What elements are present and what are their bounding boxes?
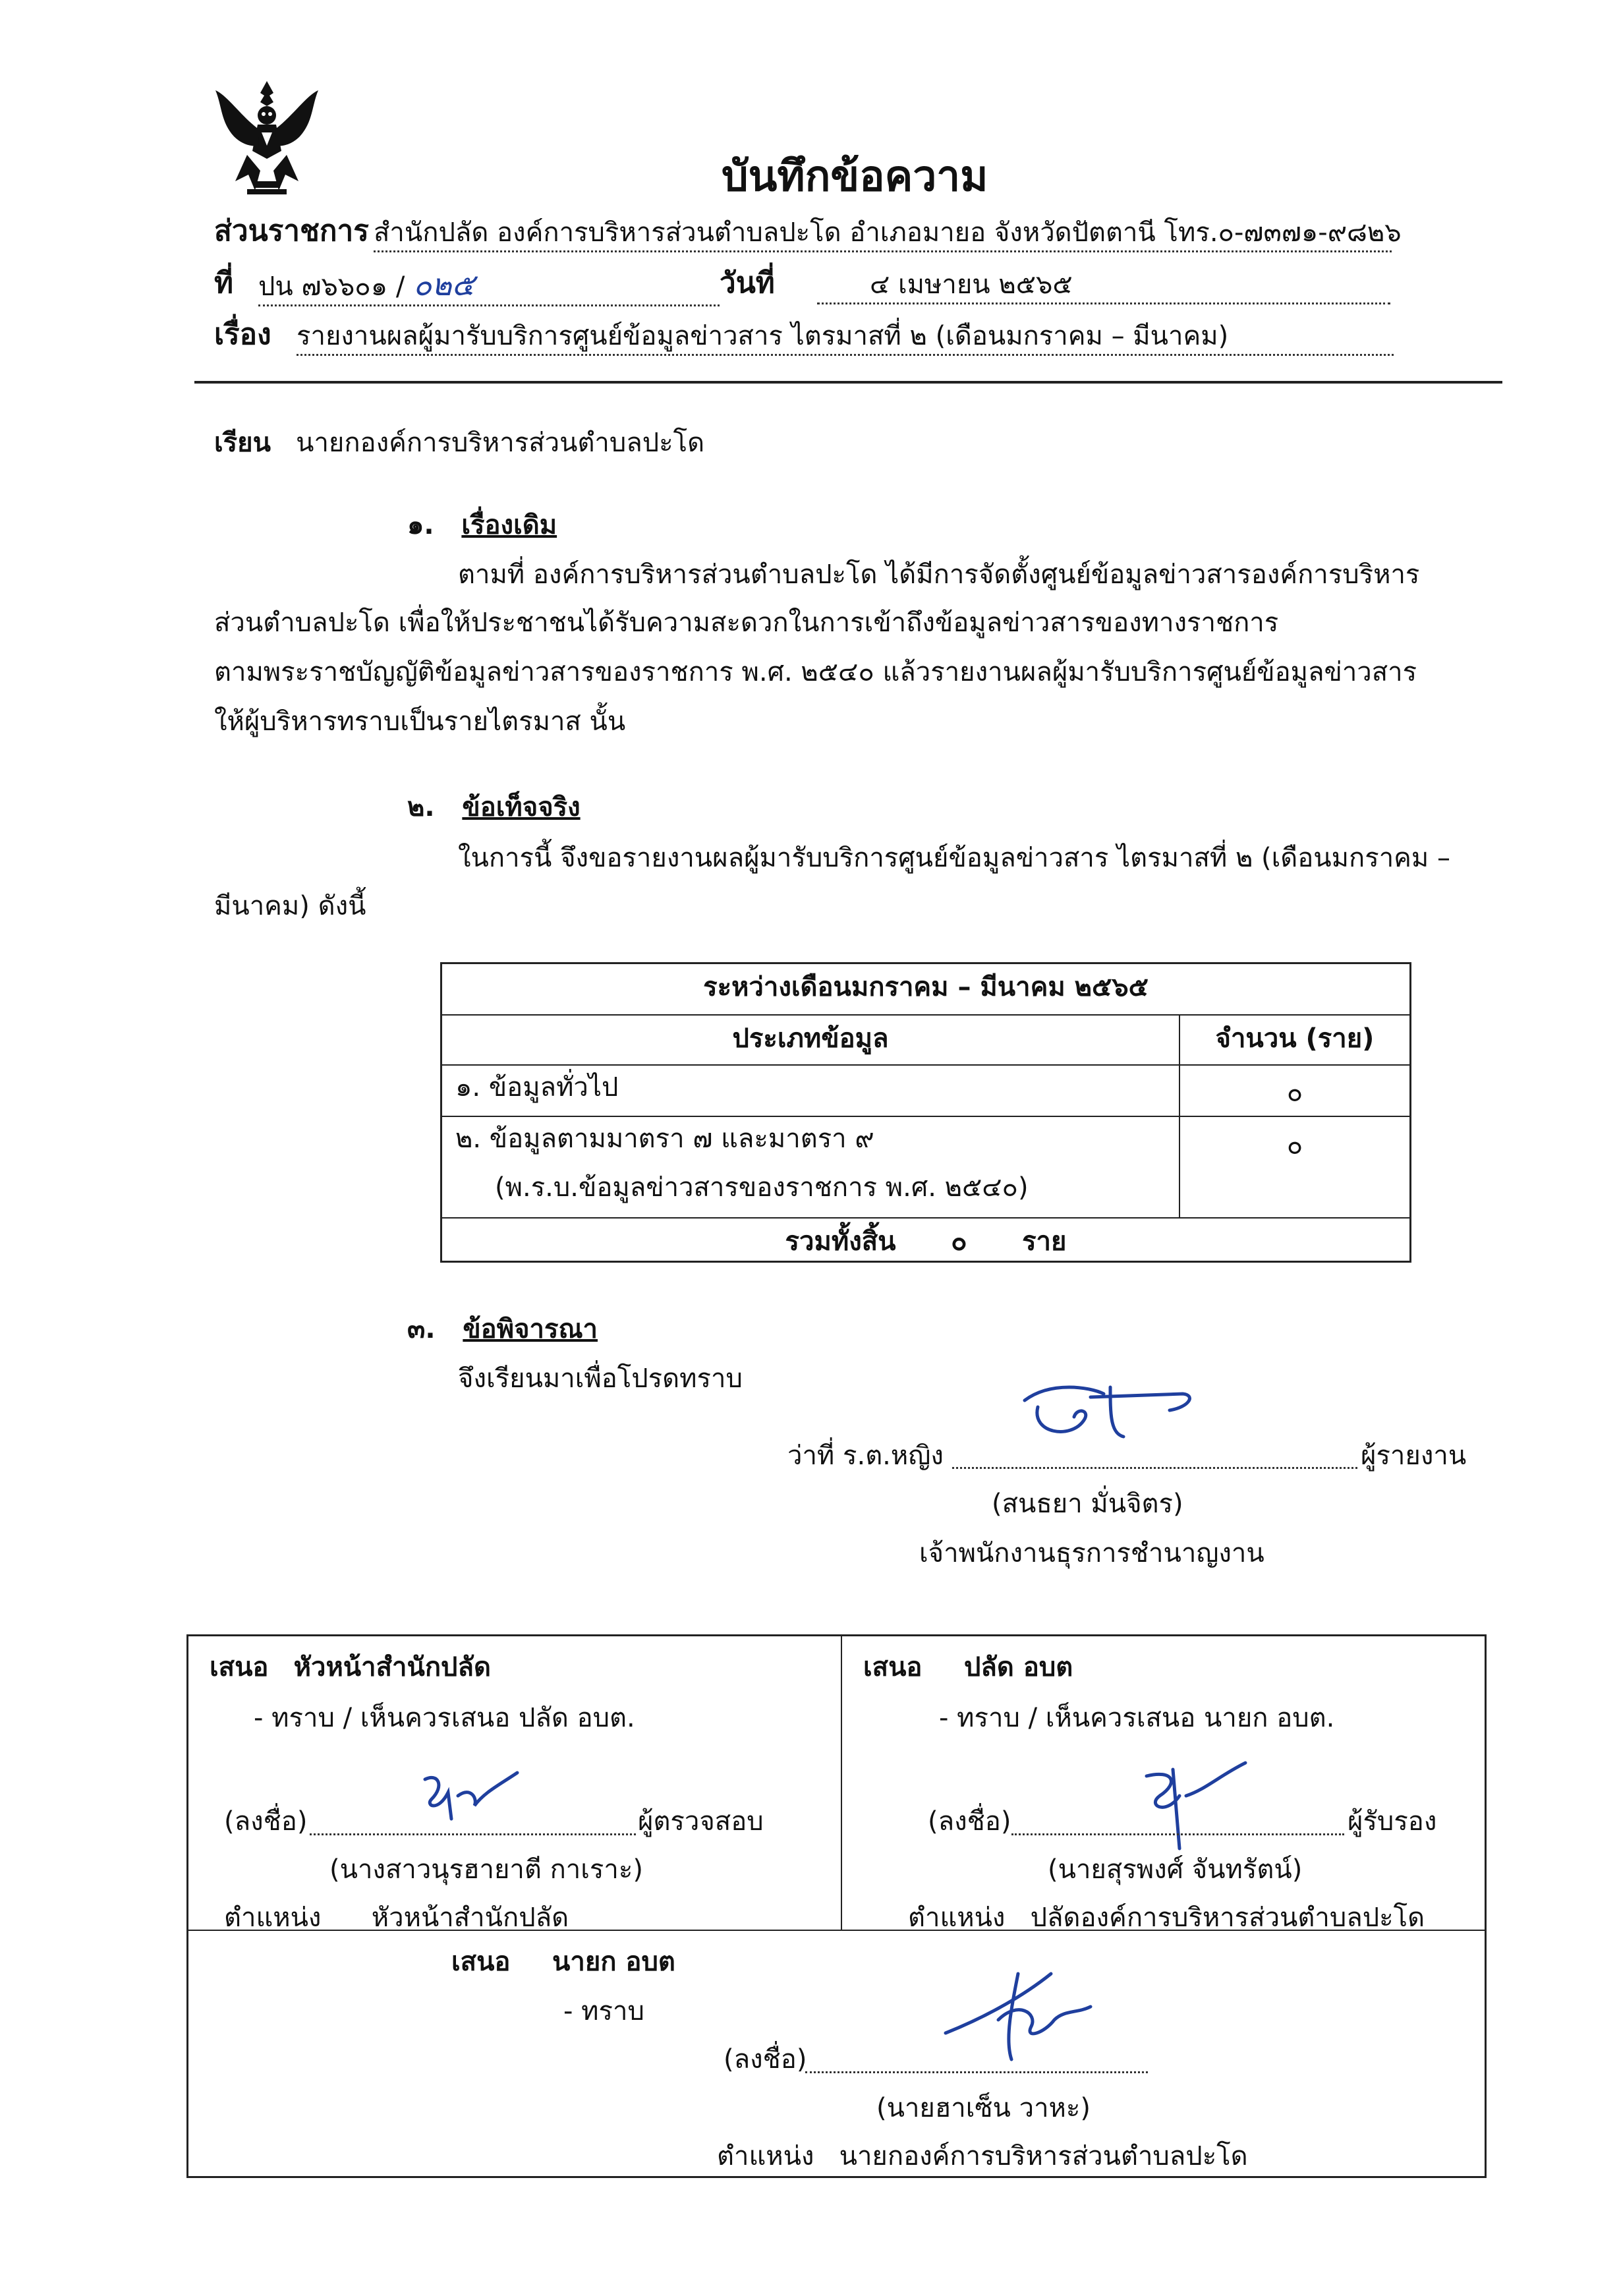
- box-bottom-propose-label: เสนอ: [451, 1947, 511, 1977]
- section2-line-2: มีนาคม) ดังนี้: [214, 891, 366, 921]
- box-left-name: (นางสาวนุรฮายาตี กาเราะ): [329, 1854, 643, 1885]
- page-title: บันทึกข้อความ: [722, 152, 988, 201]
- table-title: ระหว่างเดือนมกราคม – มีนาคม ๒๕๖๕: [703, 972, 1149, 1002]
- table-col1-header: ประเภทข้อมูล: [732, 1023, 889, 1054]
- box-right-position-row: [908, 1900, 1425, 1936]
- box-right-propose-to: ปลัด อบต: [964, 1652, 1073, 1682]
- box-bottom-propose-to: นายก อบต: [552, 1947, 675, 1977]
- box-right-sign-suffix: ผู้รับรอง: [1348, 1806, 1437, 1837]
- box-right-position-label: ตำแหน่ง: [908, 1903, 1006, 1933]
- table-row2-sub: (พ.ร.บ.ข้อมูลข่าวสารของราชการ พ.ศ. ๒๕๔๐): [495, 1172, 1029, 1203]
- table-row1-value: ๐: [1286, 1077, 1303, 1108]
- box-left-position-row: [224, 1900, 569, 1936]
- salutation-label: เรียน: [214, 428, 271, 458]
- reporter-name: (สนธยา มั่นจิตร): [992, 1489, 1183, 1519]
- box-bottom-position-label: ตำแหน่ง: [717, 2141, 814, 2171]
- box-bottom-note: - ทราบ: [563, 1996, 644, 2026]
- section2-num: ๒.: [407, 792, 435, 822]
- box-right-sign-line: [1011, 1833, 1344, 1835]
- box-left-propose-to: หัวหน้าสำนักปลัด: [293, 1652, 491, 1682]
- section2-title: ข้อเท็จจริง: [462, 792, 581, 822]
- section1-title: เรื่องเดิม: [461, 510, 557, 540]
- table-total-value: ๐: [951, 1226, 967, 1257]
- reporter-suffix: ผู้รายงาน: [1361, 1441, 1467, 1471]
- box-right-note: - ทราบ / เห็นควรเสนอ นายก อบต.: [939, 1703, 1335, 1733]
- section1-line-2: ส่วนตำบลปะโด เพื่อให้ประชาชนได้รับความสะดวกในการเข้าถึงข้อมูลข่าวสารของทางราชการ: [214, 608, 1279, 638]
- table-total: [442, 1224, 1409, 1259]
- section1-line-1: ตามที่ องค์การบริหารส่วนตำบลปะโด ได้มีการจัดตั้งศูนย์ข้อมูลข่าวสารองค์การบริหาร: [458, 560, 1420, 590]
- box-right-position: ปลัดองค์การบริหารส่วนตำบลปะโด: [1030, 1903, 1425, 1933]
- box-left-sign-line: [310, 1833, 636, 1835]
- box-left-propose: [210, 1650, 491, 1685]
- section2-heading: [407, 789, 581, 825]
- box-bottom-position: นายกองค์การบริหารส่วนตำบลปะโด: [839, 2141, 1248, 2171]
- reporter-prefix: ว่าที่ ร.ต.หญิง: [787, 1441, 944, 1471]
- box-left-sign-suffix: ผู้ตรวจสอบ: [638, 1806, 764, 1837]
- section3-title: ข้อพิจารณา: [463, 1314, 598, 1344]
- ref-label: ที่: [214, 266, 234, 300]
- salutation: [214, 425, 704, 461]
- garuda-emblem-icon: [208, 76, 326, 201]
- box-bottom-name: (นายฮาเซ็น วาหะ): [876, 2093, 1091, 2123]
- box-right-signature-icon: [1120, 1756, 1259, 1855]
- ref-value: ปน ๗๖๖๐๑ /: [258, 272, 405, 302]
- box-bottom-propose: [451, 1944, 675, 1980]
- box-left-note: - ทราบ / เห็นควรเสนอ ปลัด อบต.: [254, 1703, 635, 1733]
- date-label: วันที่: [720, 266, 775, 300]
- subject-label: เรื่อง: [214, 318, 271, 351]
- table-col2-header: จำนวน (ราย): [1215, 1023, 1375, 1054]
- section1-line-3: ตามพระราชบัญญัติข้อมูลข่าวสารของราชการ พ.ศ. ๒๕๔๐ แล้วรายงานผลผู้มารับบริการศูนย์ข้อมูลข่าวสาร: [214, 657, 1417, 687]
- report-table: [440, 962, 1411, 1263]
- box-right-propose-label: เสนอ: [863, 1652, 923, 1682]
- box-right-name: (นายสุรพงศ์ จันทรัตน์): [1048, 1854, 1303, 1885]
- section1-heading: [407, 507, 557, 543]
- box-left-position-label: ตำแหน่ง: [224, 1903, 322, 1933]
- subject-value: รายงานผลผู้มารับบริการศูนย์ข้อมูลข่าวสาร ไตรมาสที่ ๒ (เดือนมกราคม – มีนาคม): [297, 318, 1394, 356]
- box-left-propose-label: เสนอ: [210, 1652, 269, 1682]
- box-left-signature-icon: [412, 1766, 530, 1825]
- reporter-signature-icon: [1011, 1374, 1209, 1453]
- box-left-sign-label: (ลงชื่อ): [224, 1806, 308, 1837]
- agency-value: สำนักปลัด องค์การบริหารส่วนตำบลปะโด อำเภอมายอ จังหวัดปัตตานี โทร.๐-๗๓๗๑-๙๘๒๖: [374, 215, 1392, 252]
- box-right-sign-label: (ลงชื่อ): [928, 1806, 1011, 1837]
- salutation-value: นายกองค์การบริหารส่วนตำบลปะโด: [296, 428, 705, 458]
- header-divider: [194, 381, 1502, 384]
- reporter-sign-line: [952, 1467, 1357, 1469]
- box-bottom-signature-icon: [939, 1961, 1117, 2073]
- box-bottom-sign-label: (ลงชื่อ): [724, 2044, 807, 2075]
- ref-value-line: [258, 267, 720, 306]
- table-row1-label: ๑. ข้อมูลทั่วไป: [455, 1072, 619, 1103]
- table-row2-value: ๐: [1286, 1130, 1303, 1161]
- reporter-position: เจ้าพนักงานธุรการชำนาญงาน: [919, 1538, 1264, 1568]
- section3-heading: [407, 1311, 598, 1347]
- table-row2-label: ๒. ข้อมูลตามมาตรา ๗ และมาตรา ๙: [455, 1124, 874, 1154]
- box-left-position: หัวหน้าสำนักปลัด: [371, 1903, 569, 1933]
- ref-handwritten: ๐๒๕: [413, 267, 475, 302]
- section3-line: จึงเรียนมาเพื่อโปรดทราบ: [458, 1363, 743, 1394]
- section1-num: ๑.: [407, 510, 434, 540]
- box-right-propose: [863, 1650, 1073, 1685]
- box-bottom-position-row: [717, 2138, 1248, 2174]
- date-value: ๔ เมษายน ๒๕๖๕: [817, 267, 1390, 304]
- agency-label: ส่วนราชการ: [214, 214, 369, 248]
- section2-line-1: ในการนี้ จึงขอรายงานผลผู้มารับบริการศูนย์ข้อมูลข่าวสาร ไตรมาสที่ ๒ (เดือนมกราคม –: [458, 843, 1451, 873]
- table-total-label: รวมทั้งสิ้น: [785, 1226, 896, 1257]
- table-total-unit: ราย: [1022, 1226, 1067, 1257]
- section3-num: ๓.: [407, 1314, 436, 1344]
- section1-line-4: ให้ผู้บริหารทราบเป็นรายไตรมาส นั้น: [214, 706, 626, 737]
- box-bottom-sign-line: [805, 2071, 1148, 2073]
